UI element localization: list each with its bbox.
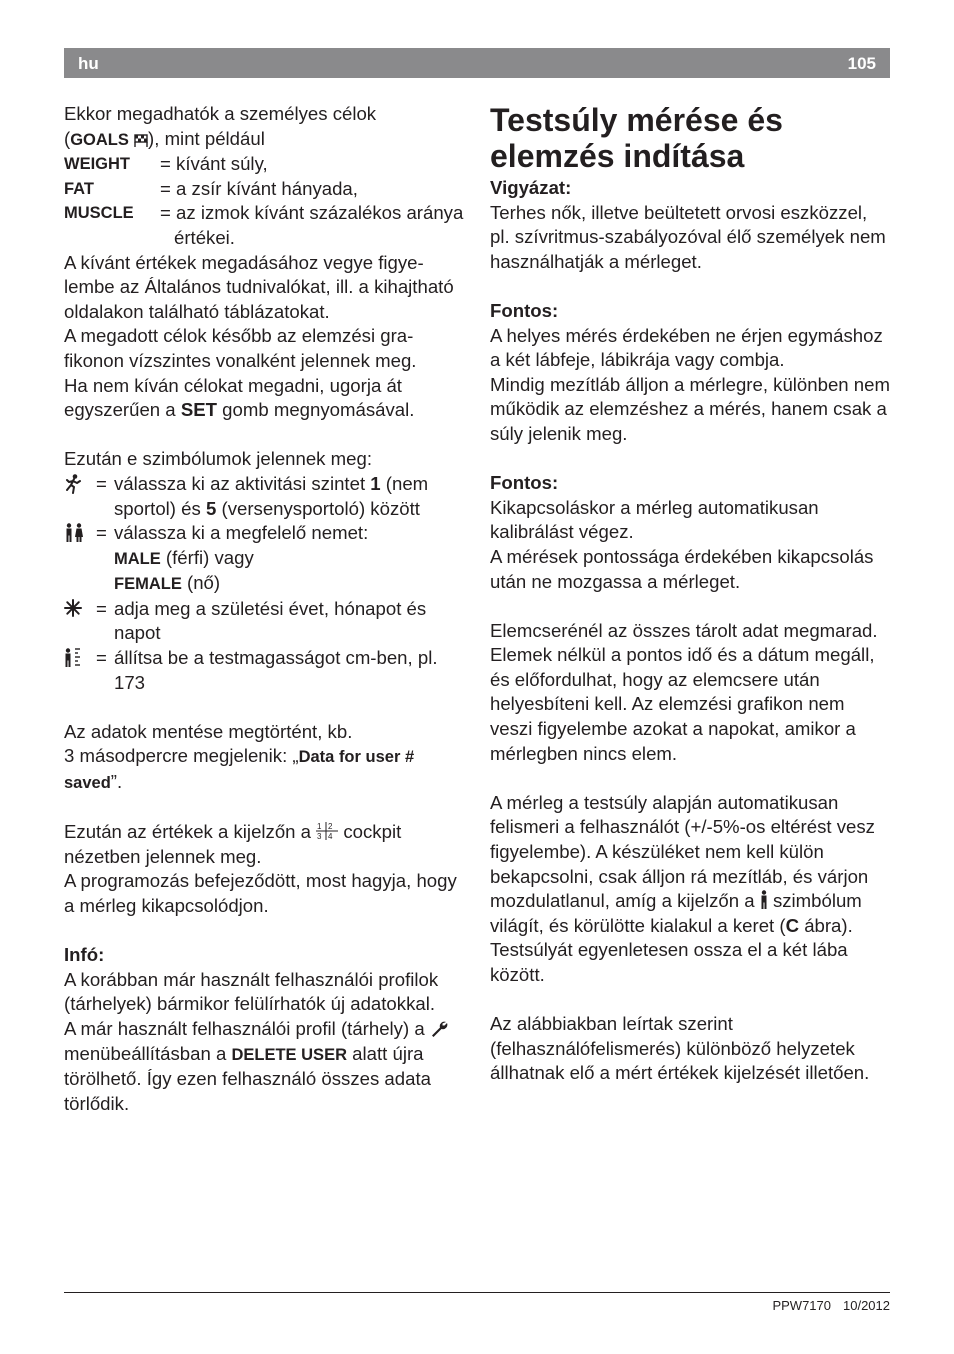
star-icon [64,599,82,617]
running-person-icon [64,474,82,494]
data-saved-keyword: Data for user # saved [64,748,415,793]
symbol-birthdate: = adja meg a születési évet, hónapot és napot [64,597,464,646]
caution-heading: Vigyázat: [490,177,572,198]
important-text-1a: A helyes mérés érdekében ne érjen egymáshoz a két lábfeje, lábikrája vagy combja. [490,324,883,371]
language-code: hu [78,54,99,73]
goal-muscle: MUSCLE = az izmok kívánt százalékos aránya értékei. [64,202,464,248]
goals-paragraph-3: Ha nem kíván célokat megadni, ugorja át egyszerűen a SET gomb megnyomásával. [64,374,415,421]
info-paragraph-1: A korábban már használt felhasználói profilok (tárhelyek) bármikor felülírhatók új adatokkal. [64,968,439,1015]
programming-done: A programozás befejeződött, most hagyja, hogy a mérleg kikapcsolódjon. [64,870,457,916]
symbol-activity: = válassza ki az aktivitási szintet 1 (nem sportol) és 5 (versenysportoló) között [64,472,464,521]
right-column [490,102,890,1086]
important-heading-2: Fontos: [490,472,559,494]
svg-text:4: 4 [328,832,333,842]
svg-text:3: 3 [317,832,322,842]
footer-rule [64,1292,890,1293]
model-number: PPW7170 [772,1298,831,1313]
delete-user-keyword: DELETE USER [231,1045,347,1064]
saved-message: Az adatok mentése megtörtént, kb. 3 másodpercre megjelenik: „Data for user # saved”. [64,720,415,793]
svg-text:2: 2 [328,822,333,832]
recognition-paragraph: A mérleg a testsúly alapján automatikusan felismeri a felhasználót (+/-5%-os eltérést vesz figyelembe). A készüléket nem kell külön bekapcsolni, csak álljon rá mezítláb, és várjon mozdulatlanul, amíg a kijelzőn a szimbólum világít, és körülötte kialakul a keret (C ábra). Testsúlyát egyenletesen ossza el a két lába között. [490,791,875,985]
header-bar [64,48,890,78]
important-text-2a: Kikapcsoláskor a mérleg automatikusan kalibrálást végez. [490,496,819,543]
print-date: 10/2012 [843,1298,890,1313]
set-keyword: SET [180,399,217,421]
cockpit-paragraph: Ezután az értékek a kijelzőn a 1 2 3 4 cockpit nézetben jelennek meg. [64,821,402,867]
info-heading: Infó: [64,944,105,966]
info-paragraph-2: A már használt felhasználói profil (tárhely) a menübeállításban a DELETE USER alatt újra törölhető. Így ezen felhasználó összes adata törlődik. [64,1017,464,1116]
important-text-1b: Mindig mezítláb álljon a mérlegre, különben nem működik az elemzéshez a mérés, hanem csak a súly jelenik meg. [490,373,890,444]
symbols-intro: Ezután e szimbólumok jelennek meg: [64,448,372,470]
goals-intro: Ekkor megadhatók a személyes célok (GOALS ), mint például [64,103,377,149]
important-text-2b: A mérések pontossága érdekében kikapcsolás után ne mozgassa a mérleget. [490,545,874,592]
female-option: FEMALE (nő) [114,572,221,594]
caution-text: Terhes nők, illetve beültetett orvosi eszközzel, pl. szívritmus-szabályozóval élő személyek nem használhatják a mérleget. [490,201,886,272]
goals-keyword: GOALS [70,130,129,149]
page-number: 105 [847,54,876,73]
man-woman-icon [64,523,84,543]
battery-paragraph: Elemcserénél az összes tárolt adat megmarad. Elemek nélkül a pontos idő és a dátum megáll, és előfordulhat, hogy az elemcsere után helyesbíteni kell. Az elemzési grafikon nem veszi figyelembe azokat a napokat, amikor a mérlegben nincs elem. [490,619,878,764]
left-column [64,102,464,1116]
goal-fat: FAT = a zsír kívánt hányada, [64,177,358,199]
flag-icon [134,134,148,148]
cockpit-view-icon [316,821,338,841]
svg-text:1: 1 [317,822,322,832]
important-heading-1: Fontos: [490,299,559,321]
symbol-gender: = válassza ki a megfelelő nemet: [64,521,464,546]
goals-paragraph-1: A kívánt értékek megadásához vegye figyelembe az Általános tudnivalókat, ill. a kihajtható oldalakon található táblázatokat. [64,251,454,322]
goals-paragraph-2: A megadott célok később az elemzési grafikonon vízszintes vonalként jelennek meg. [64,325,417,371]
goal-weight: WEIGHT = kívánt súly, [64,153,268,175]
section-title: Testsúly mérése és elemzés indítása [490,102,783,174]
footer [772,1298,890,1313]
height-ruler-icon [64,648,82,668]
wrench-icon [430,1020,448,1038]
situations-paragraph: Az alábbiakban leírtak szerint (felhasználófelismerés) különböző helyzetek állhatnak elő a mért értékek kijelzését illetően. [490,1013,870,1084]
male-option: MALE (férfi) vagy [114,546,254,568]
person-icon [760,890,768,910]
symbol-height: = állítsa be a testmagasságot cm-ben, pl. 173 [64,646,464,695]
